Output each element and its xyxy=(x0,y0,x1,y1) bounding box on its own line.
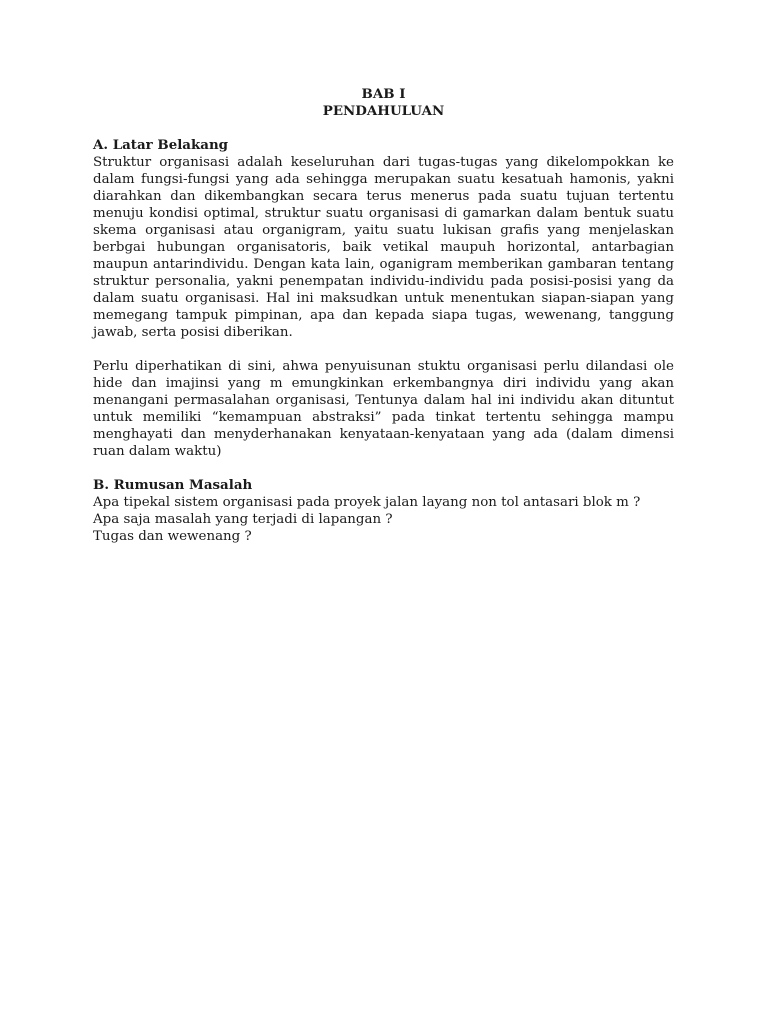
spacer xyxy=(93,341,674,358)
document-content xyxy=(93,86,674,545)
chapter-title: PENDAHULUAN xyxy=(322,103,445,119)
chapter-number: BAB I xyxy=(361,86,406,102)
section-heading-latar-belakang: A. Latar Belakang xyxy=(93,137,229,153)
paragraph-latar-belakang-1: Struktur organisasi adalah keseluruhan dari tugas-tugas yang dikelompokkan ke dalam fungsi-fungsi yang ada sehingga merupakan suatu kesatuah hamonis, yakni diarahkan dan dikembangkan secara terus menerus pada suatu tujuan tertentu menuju kondisi optimal, struktur suatu organisasi di gamarkan dalam bentuk suatu skema organisasi atau organigram, yaitu suatu lukisan grafis yang menjelaskan berbgai hubungan organisatoris, baik vetikal maupuh horizontal, antarbagian maupun antarindividu. Dengan kata lain, oganigram memberikan gambaran tentang struktur personalia, yakni penempatan individu-individu pada posisi-posisi yang da dalam suatu organisasi. Hal ini maksudkan untuk menentukan siapan-siapan yang memegang tampuk pimpinan, apa dan kepada siapa tugas, wewenang, tanggung jawab, serta posisi diberikan. xyxy=(93,155,674,340)
spacer xyxy=(93,120,674,137)
question-item: Apa tipekal sistem organisasi pada proyek jalan layang non tol antasari blok m ? xyxy=(93,495,641,510)
section-heading-rumusan-masalah: B. Rumusan Masalah xyxy=(93,477,253,493)
paragraph-latar-belakang-2: Perlu diperhatikan di sini, ahwa penyuisunan stuktu organisasi perlu dilandasi ole hide dan imajinsi yang m emungkinkan erkembangnya diri individu yang akan menangani permasalahan organisasi, Tentunya dalam hal ini individu akan dituntut untuk memiliki “kemampuan abstraksi” pada tinkat tertentu sehingga mampu menghayati dan menyderhanakan kenyataan-kenyataan yang ada (dalam dimensi ruan dalam waktu) xyxy=(93,359,674,459)
spacer xyxy=(93,460,674,477)
question-item: Tugas dan wewenang ? xyxy=(93,529,252,544)
question-item: Apa saja masalah yang terjadi di lapangan ? xyxy=(93,512,393,527)
